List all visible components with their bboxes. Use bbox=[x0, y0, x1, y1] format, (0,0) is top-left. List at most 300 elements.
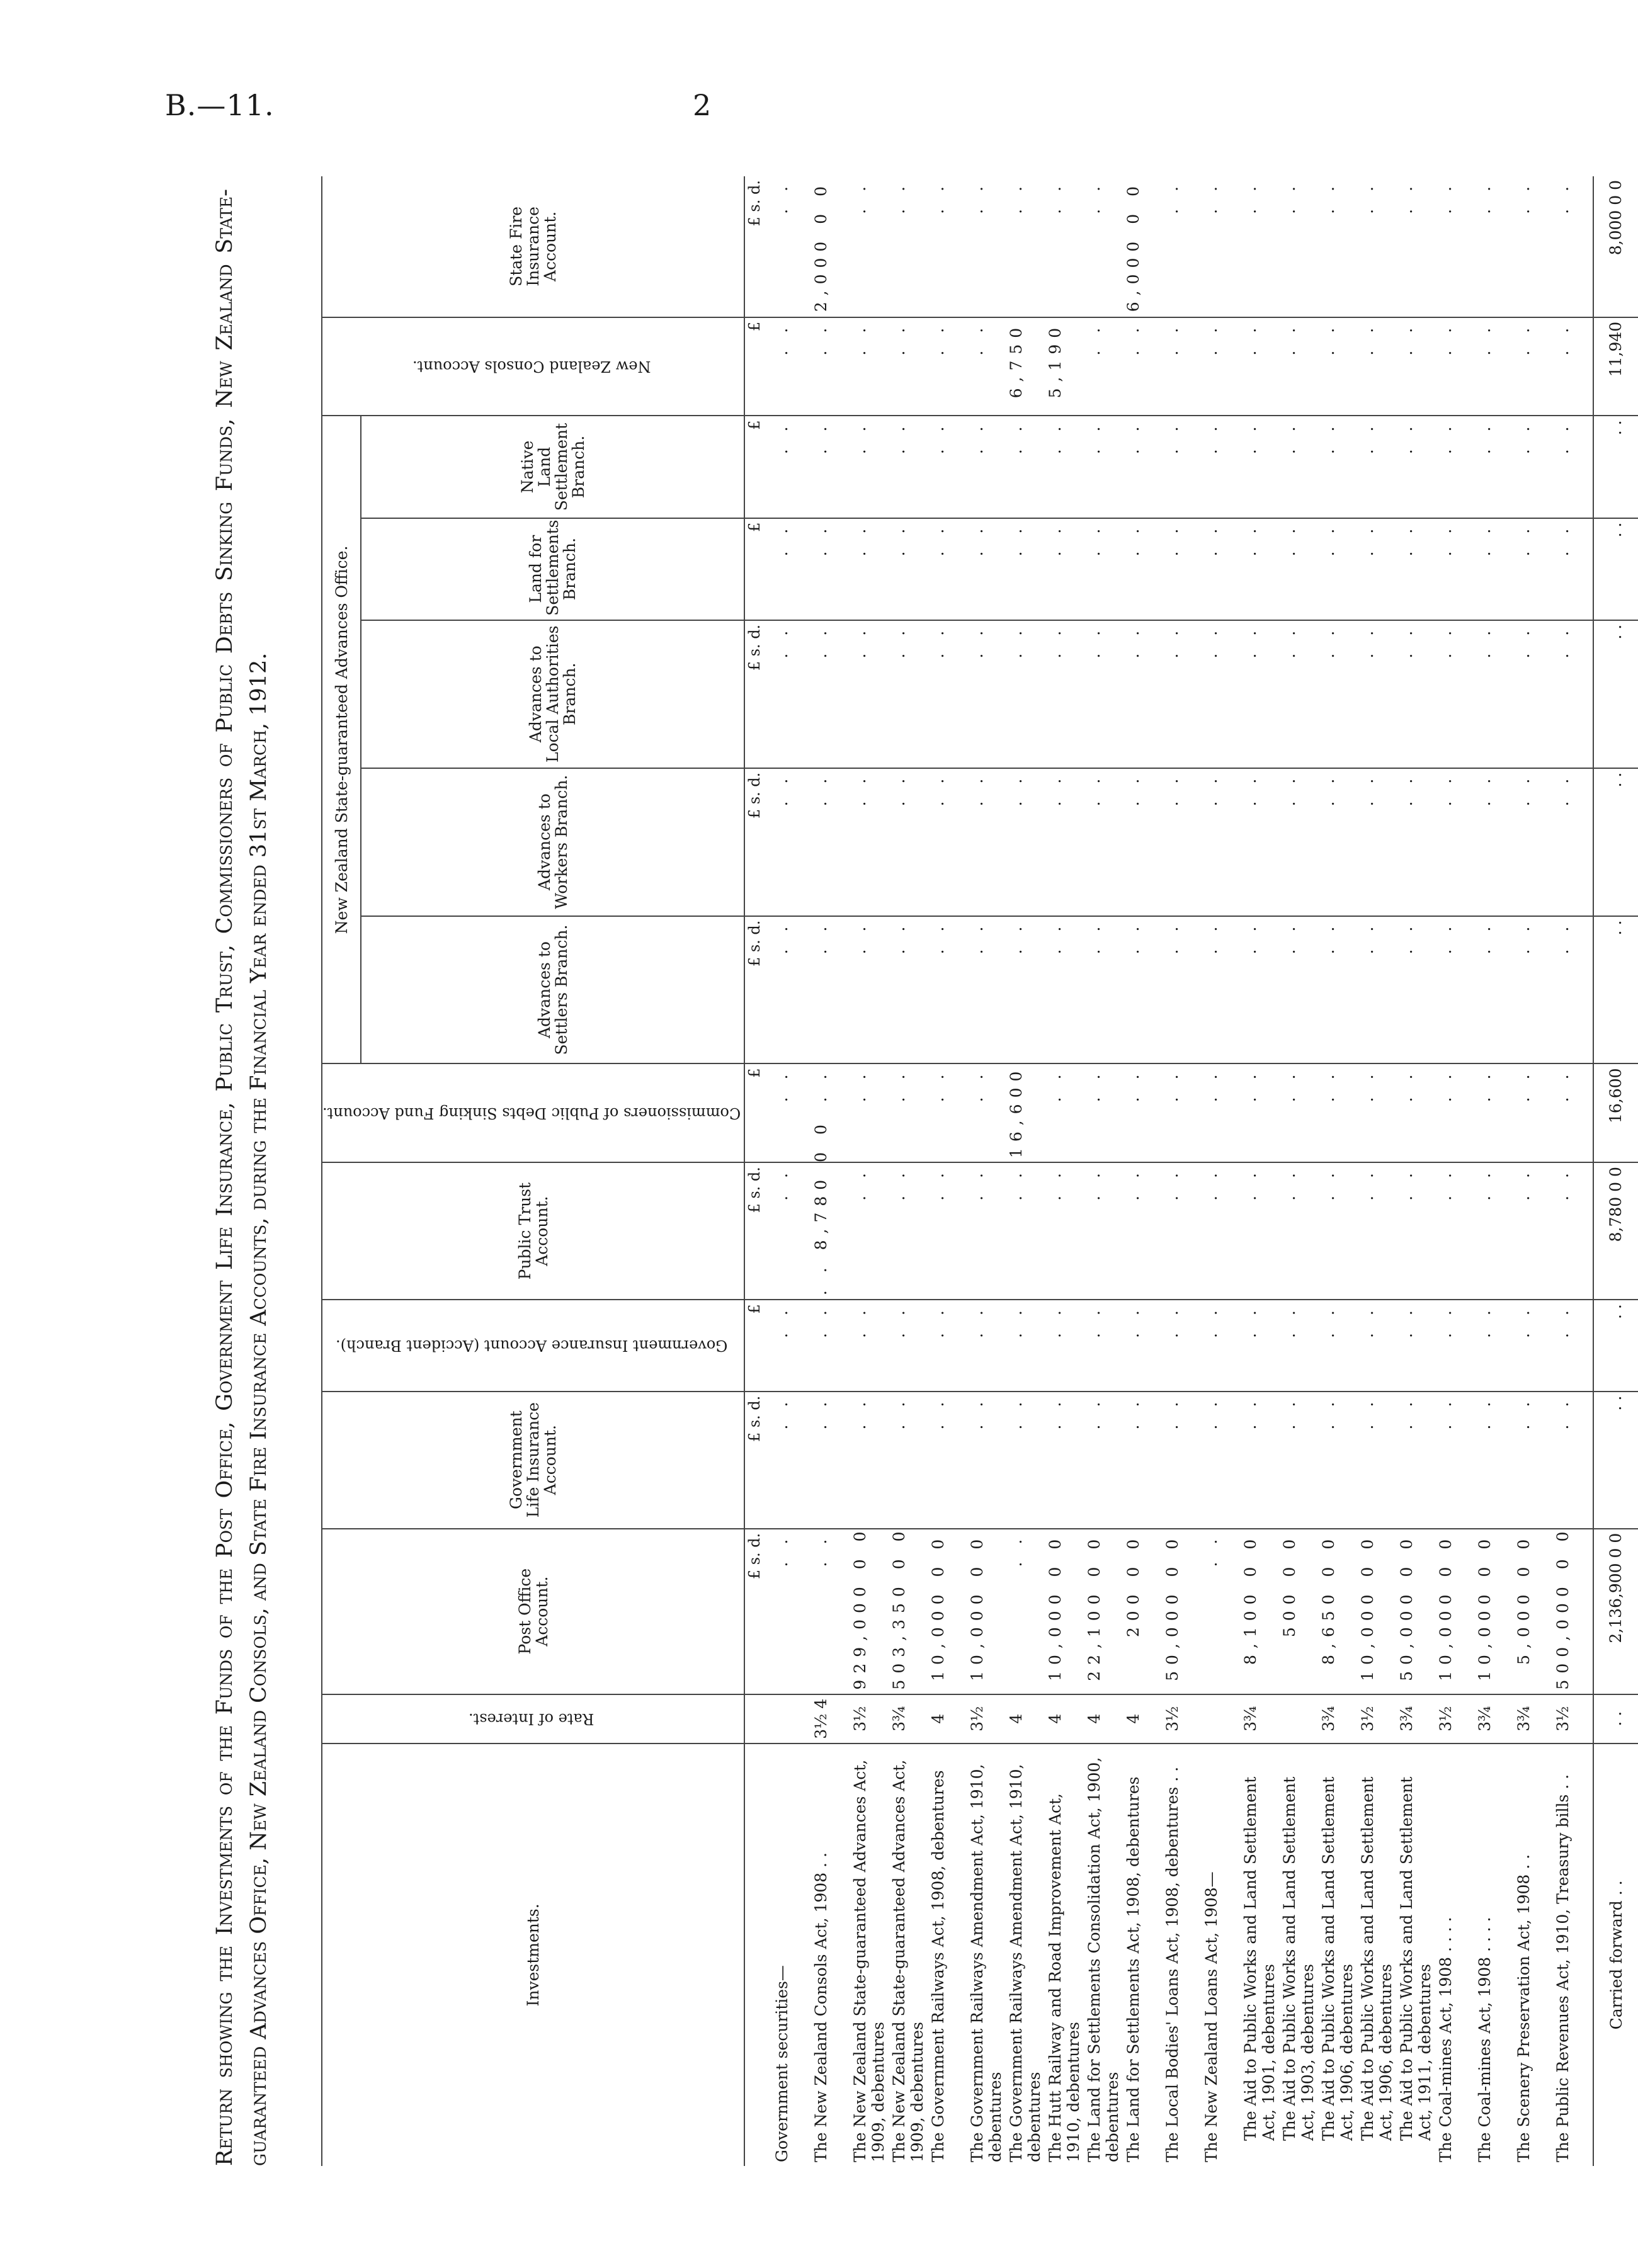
gov-accident-cell: . . bbox=[1319, 1300, 1358, 1391]
table-row bbox=[1476, 176, 1515, 2166]
investment-cell: The Land for Settlements Consolidation Act, 1900, debentures bbox=[1085, 1757, 1122, 2162]
settlers-cell: . . bbox=[1554, 916, 1593, 1064]
native-land-cell: . . bbox=[1358, 416, 1397, 518]
public-trust-cell: . . bbox=[890, 1162, 929, 1300]
investment-cell: The New Zealand Consols Act, 1908 . . bbox=[812, 1852, 831, 2162]
consols-cell: . . bbox=[851, 317, 890, 416]
native-land-cell: . . bbox=[1202, 416, 1241, 518]
workers-cell: . . bbox=[1007, 768, 1046, 916]
settlers-cell: . . bbox=[812, 916, 851, 1064]
table-caption bbox=[208, 189, 276, 2166]
local-auth-cell: . . bbox=[1554, 620, 1593, 768]
carried-gov-accident: . . bbox=[1593, 1300, 1638, 1391]
gov-life-cell: . . bbox=[1476, 1392, 1515, 1529]
state-fire-cell: . . bbox=[1280, 176, 1319, 317]
land-settlements-cell: . . bbox=[1319, 518, 1358, 620]
table-row bbox=[968, 176, 1007, 2166]
gov-accident-cell: . . bbox=[1280, 1300, 1319, 1391]
gov-accident-cell: . . bbox=[1202, 1300, 1241, 1391]
gov-life-cell: . . bbox=[968, 1392, 1007, 1529]
workers-cell: . . bbox=[968, 768, 1007, 916]
rate-cell: 3½ bbox=[851, 1694, 890, 1744]
table-row bbox=[1124, 176, 1163, 2166]
consols-cell: . . bbox=[929, 317, 968, 416]
page-number: 2 bbox=[693, 88, 712, 122]
consols-cell: . . bbox=[1554, 317, 1593, 416]
native-land-cell: . . bbox=[812, 416, 851, 518]
investment-cell: The New Zealand Loans Act, 1908— bbox=[1202, 1871, 1221, 2162]
gov-accident-cell: . . bbox=[968, 1300, 1007, 1391]
local-auth-cell: . . bbox=[1163, 620, 1202, 768]
settlers-cell: . . bbox=[851, 916, 890, 1064]
post-office-cell: 10,000 0 0 bbox=[968, 1529, 1007, 1694]
state-fire-cell: . . bbox=[1554, 176, 1593, 317]
post-office-cell: 500,000 0 0 bbox=[1554, 1529, 1593, 1694]
commissioners-cell: . . bbox=[1436, 1063, 1476, 1162]
investment-cell: The Land for Settlements Act, 1908, debentures bbox=[1124, 1776, 1143, 2162]
rate-cell: 3¾ bbox=[1319, 1694, 1358, 1744]
post-office-cell: . . bbox=[1202, 1529, 1241, 1694]
unit-lsd: £ s. d. bbox=[744, 1392, 773, 1529]
settlers-cell: . . bbox=[1436, 916, 1476, 1064]
settlers-cell: . . bbox=[1241, 916, 1280, 1064]
settlers-cell: . . bbox=[1397, 916, 1436, 1064]
state-fire-cell: . . bbox=[1046, 176, 1085, 317]
consols-cell: . . bbox=[1280, 317, 1319, 416]
land-settlements-cell: . . bbox=[1241, 518, 1280, 620]
table-row bbox=[1436, 176, 1476, 2166]
commissioners-cell: . . bbox=[1124, 1063, 1163, 1162]
commissioners-cell: . . bbox=[1554, 1063, 1593, 1162]
investment-cell: The New Zealand State-guaranteed Advances Act, 1909, debentures bbox=[851, 1759, 888, 2162]
workers-cell: . . bbox=[1397, 768, 1436, 916]
local-auth-cell: . . bbox=[1046, 620, 1085, 768]
col-post-office: Post Office Account. bbox=[322, 1529, 744, 1694]
investment-cell: The Aid to Public Works and Land Settlement Act, 1903, debentures bbox=[1280, 1776, 1317, 2141]
carried-state-fire: 8,000 0 0 bbox=[1593, 176, 1638, 317]
public-trust-cell: . . bbox=[1007, 1162, 1046, 1300]
workers-cell: . . bbox=[1085, 768, 1124, 916]
consols-cell: . . bbox=[1241, 317, 1280, 416]
commissioners-cell: . . bbox=[1515, 1063, 1554, 1162]
carried-forward-label: Carried forward . . bbox=[1593, 1744, 1638, 2166]
land-settlements-cell: . . bbox=[890, 518, 929, 620]
unit-pound: £ bbox=[744, 518, 773, 620]
commissioners-cell: . . bbox=[1358, 1063, 1397, 1162]
local-auth-cell: . . bbox=[1202, 620, 1241, 768]
carried-forward-rate: . . bbox=[1593, 1694, 1638, 1744]
public-trust-cell: . . bbox=[1515, 1162, 1554, 1300]
gov-life-cell: . . bbox=[1515, 1392, 1554, 1529]
col-local-auth: Advances to Local Authorities Branch. bbox=[361, 620, 744, 768]
native-land-cell: . . bbox=[1515, 416, 1554, 518]
col-state-fire: State Fire Insurance Account. bbox=[322, 176, 744, 317]
carried-land-settlements: . . bbox=[1593, 518, 1638, 620]
gov-life-cell: . . bbox=[1046, 1392, 1085, 1529]
settlers-cell: . . bbox=[890, 916, 929, 1064]
workers-cell: . . bbox=[890, 768, 929, 916]
investment-cell: The Government Railways Amendment Act, 1910, debentures bbox=[1007, 1764, 1044, 2162]
carried-commissioners: 16,600 bbox=[1593, 1063, 1638, 1162]
workers-cell: . . bbox=[1280, 768, 1319, 916]
commissioners-cell: . . bbox=[1476, 1063, 1515, 1162]
units-row bbox=[744, 176, 773, 2166]
settlers-cell: . . bbox=[773, 916, 812, 1064]
rate-cell: 3¾ bbox=[1397, 1694, 1436, 1744]
investment-cell: The Aid to Public Works and Land Settlement Act, 1906, debentures bbox=[1319, 1776, 1356, 2141]
unit-pound: £ bbox=[744, 1063, 773, 1162]
state-fire-cell: 2,000 0 0 bbox=[812, 176, 851, 317]
native-land-cell: . . bbox=[968, 416, 1007, 518]
gov-life-cell: . . bbox=[1124, 1392, 1163, 1529]
col-rate: Rate of Interest. bbox=[322, 1694, 744, 1744]
commissioners-cell: . . bbox=[1280, 1063, 1319, 1162]
public-trust-cell: . . bbox=[968, 1162, 1007, 1300]
gov-accident-cell: . . bbox=[773, 1300, 812, 1391]
gov-accident-cell: . . bbox=[1046, 1300, 1085, 1391]
workers-cell: . . bbox=[1476, 768, 1515, 916]
settlers-cell: . . bbox=[929, 916, 968, 1064]
settlers-cell: . . bbox=[1163, 916, 1202, 1064]
post-office-cell: 10,000 0 0 bbox=[1358, 1529, 1397, 1694]
rate-cell bbox=[1202, 1694, 1241, 1744]
investment-cell: The Aid to Public Works and Land Settlement Act, 1911, debentures bbox=[1397, 1776, 1435, 2141]
col-consols: New Zealand Consols Account. bbox=[322, 317, 744, 416]
gov-accident-cell: . . bbox=[851, 1300, 890, 1391]
rate-cell: 4 bbox=[1124, 1694, 1163, 1744]
local-auth-cell: . . bbox=[1358, 620, 1397, 768]
table-row bbox=[1202, 176, 1241, 2166]
col-public-trust: Public Trust Account. bbox=[322, 1162, 744, 1300]
rotated-return-table bbox=[208, 151, 1625, 2166]
gov-accident-cell: . . bbox=[1124, 1300, 1163, 1391]
gov-life-cell: . . bbox=[851, 1392, 890, 1529]
land-settlements-cell: . . bbox=[1280, 518, 1319, 620]
commissioners-cell: . . bbox=[929, 1063, 968, 1162]
table-row bbox=[890, 176, 929, 2166]
consols-cell: . . bbox=[1515, 317, 1554, 416]
public-trust-cell: . . bbox=[1241, 1162, 1280, 1300]
gov-accident-cell: . . bbox=[1436, 1300, 1476, 1391]
gov-life-cell: . . bbox=[890, 1392, 929, 1529]
state-fire-cell: . . bbox=[773, 176, 812, 317]
settlers-cell: . . bbox=[1319, 916, 1358, 1064]
state-fire-cell: . . bbox=[1163, 176, 1202, 317]
land-settlements-cell: . . bbox=[812, 518, 851, 620]
native-land-cell: . . bbox=[851, 416, 890, 518]
rate-cell: 3¾ bbox=[890, 1694, 929, 1744]
gov-life-cell: . . bbox=[1007, 1392, 1046, 1529]
settlers-cell: . . bbox=[1280, 916, 1319, 1064]
post-office-cell: 10,000 0 0 bbox=[1476, 1529, 1515, 1694]
gov-accident-cell: . . bbox=[812, 1300, 851, 1391]
local-auth-cell: . . bbox=[812, 620, 851, 768]
native-land-cell: . . bbox=[890, 416, 929, 518]
local-auth-cell: . . bbox=[1515, 620, 1554, 768]
gov-life-cell: . . bbox=[1163, 1392, 1202, 1529]
unit-lsd: £ s. d. bbox=[744, 1162, 773, 1300]
workers-cell: . . bbox=[1515, 768, 1554, 916]
workers-cell: . . bbox=[1241, 768, 1280, 916]
rate-cell: 4 bbox=[1007, 1694, 1046, 1744]
gov-life-cell: . . bbox=[1554, 1392, 1593, 1529]
unit-pound: £ bbox=[744, 1300, 773, 1391]
table-row bbox=[1241, 176, 1280, 2166]
state-fire-cell: . . bbox=[1476, 176, 1515, 317]
native-land-cell: . . bbox=[1046, 416, 1085, 518]
unit-lsd: £ s. d. bbox=[744, 916, 773, 1064]
rate-cell: 3½ bbox=[968, 1694, 1007, 1744]
land-settlements-cell: . . bbox=[1397, 518, 1436, 620]
land-settlements-cell: . . bbox=[1163, 518, 1202, 620]
gov-accident-cell: . . bbox=[1397, 1300, 1436, 1391]
land-settlements-cell: . . bbox=[1476, 518, 1515, 620]
gov-accident-cell: . . bbox=[1163, 1300, 1202, 1391]
commissioners-cell: . . bbox=[890, 1063, 929, 1162]
public-trust-cell: . . bbox=[1358, 1162, 1397, 1300]
gov-life-cell: . . bbox=[812, 1392, 851, 1529]
rate-cell: 4 bbox=[929, 1694, 968, 1744]
public-trust-cell: . . bbox=[1319, 1162, 1358, 1300]
public-trust-cell: . . bbox=[1476, 1162, 1515, 1300]
investment-cell: The New Zealand State-guaranteed Advances Act, 1909, debentures bbox=[890, 1759, 927, 2162]
local-auth-cell: . . bbox=[1085, 620, 1124, 768]
post-office-cell: . . bbox=[1007, 1529, 1046, 1694]
workers-cell: . . bbox=[929, 768, 968, 916]
unit-lsd: £ s. d. bbox=[744, 1529, 773, 1694]
settlers-cell: . . bbox=[1007, 916, 1046, 1064]
gov-accident-cell: . . bbox=[1476, 1300, 1515, 1391]
gov-life-cell: . . bbox=[773, 1392, 812, 1529]
commissioners-cell: . . bbox=[812, 1063, 851, 1162]
local-auth-cell: . . bbox=[1319, 620, 1358, 768]
carried-workers: . . bbox=[1593, 768, 1638, 916]
units-cell-rate bbox=[744, 1694, 773, 1744]
workers-cell: . . bbox=[1436, 768, 1476, 916]
local-auth-cell: . . bbox=[1436, 620, 1476, 768]
state-fire-cell: . . bbox=[851, 176, 890, 317]
public-trust-cell: . . bbox=[1397, 1162, 1436, 1300]
unit-lsd: £ s. d. bbox=[744, 620, 773, 768]
post-office-cell: 5,000 0 0 bbox=[1515, 1529, 1554, 1694]
consols-cell: . . bbox=[1124, 317, 1163, 416]
rate-cell: 3¾ bbox=[1515, 1694, 1554, 1744]
public-trust-cell: . . bbox=[1436, 1162, 1476, 1300]
state-fire-cell: . . bbox=[1319, 176, 1358, 317]
consols-cell: . . bbox=[1436, 317, 1476, 416]
rate-cell: 4 bbox=[1085, 1694, 1124, 1744]
gov-life-cell: . . bbox=[1436, 1392, 1476, 1529]
table-row bbox=[812, 176, 851, 2166]
post-office-cell: 22,100 0 0 bbox=[1085, 1529, 1124, 1694]
land-settlements-cell: . . bbox=[1358, 518, 1397, 620]
state-fire-cell: . . bbox=[1358, 176, 1397, 317]
workers-cell: . . bbox=[1358, 768, 1397, 916]
table-row bbox=[1046, 176, 1085, 2166]
native-land-cell: . . bbox=[1085, 416, 1124, 518]
public-trust-cell: . . bbox=[1124, 1162, 1163, 1300]
post-office-cell: 503,350 0 0 bbox=[890, 1529, 929, 1694]
state-fire-cell: . . bbox=[968, 176, 1007, 317]
post-office-cell: 50,000 0 0 bbox=[1163, 1529, 1202, 1694]
workers-cell: . . bbox=[1124, 768, 1163, 916]
gov-accident-cell: . . bbox=[1007, 1300, 1046, 1391]
investment-cell: The Coal-mines Act, 1908 . . . . bbox=[1436, 1917, 1455, 2162]
consols-cell: . . bbox=[1319, 317, 1358, 416]
consols-cell: . . bbox=[968, 317, 1007, 416]
rate-cell: 4 bbox=[1046, 1694, 1085, 1744]
rate-cell: 3½ bbox=[1436, 1694, 1476, 1744]
gov-life-cell: . . bbox=[1085, 1392, 1124, 1529]
gov-life-cell: . . bbox=[1280, 1392, 1319, 1529]
public-trust-cell: . . bbox=[851, 1162, 890, 1300]
table-row bbox=[1358, 176, 1397, 2166]
col-commissioners: Commissioners of Public Debts Sinking Fund Account. bbox=[322, 1063, 744, 1162]
investment-cell: The Hutt Railway and Road Improvement Act, 1910, debentures bbox=[1046, 1793, 1083, 2162]
commissioners-cell: . . bbox=[773, 1063, 812, 1162]
rate-cell: 3½ bbox=[1163, 1694, 1202, 1744]
consols-cell: . . bbox=[1476, 317, 1515, 416]
native-land-cell: . . bbox=[1397, 416, 1436, 518]
commissioners-cell: . . bbox=[1202, 1063, 1241, 1162]
commissioners-cell: . . bbox=[1163, 1063, 1202, 1162]
rate-cell: 3½ 4 bbox=[812, 1694, 851, 1744]
land-settlements-cell: . . bbox=[1436, 518, 1476, 620]
gov-life-cell: . . bbox=[929, 1392, 968, 1529]
local-auth-cell: . . bbox=[1476, 620, 1515, 768]
carried-forward-row bbox=[1593, 176, 1638, 2166]
gov-accident-cell: . . bbox=[890, 1300, 929, 1391]
public-trust-cell: . . bbox=[929, 1162, 968, 1300]
state-fire-cell: . . bbox=[1515, 176, 1554, 317]
state-fire-cell: . . bbox=[890, 176, 929, 317]
gov-life-cell: . . bbox=[1202, 1392, 1241, 1529]
unit-lsd: £ s. d. bbox=[744, 768, 773, 916]
rate-cell: 3¾ bbox=[1476, 1694, 1515, 1744]
post-office-cell: 8,650 0 0 bbox=[1319, 1529, 1358, 1694]
investment-cell: The Aid to Public Works and Land Settlement Act, 1901, debentures bbox=[1241, 1776, 1278, 2141]
commissioners-cell: . . bbox=[968, 1063, 1007, 1162]
consols-cell: . . bbox=[773, 317, 812, 416]
post-office-cell: . . bbox=[812, 1529, 851, 1694]
carried-gov-life: . . bbox=[1593, 1392, 1638, 1529]
table-row bbox=[1163, 176, 1202, 2166]
land-settlements-cell: . . bbox=[1085, 518, 1124, 620]
investment-cell: The Coal-mines Act, 1908 . . . . bbox=[1476, 1917, 1494, 2162]
rate-cell: 3½ bbox=[1554, 1694, 1593, 1744]
workers-cell: . . bbox=[1319, 768, 1358, 916]
workers-cell: . . bbox=[1163, 768, 1202, 916]
gov-life-cell: . . bbox=[1397, 1392, 1436, 1529]
local-auth-cell: . . bbox=[773, 620, 812, 768]
settlers-cell: . . bbox=[1515, 916, 1554, 1064]
consols-cell: . . bbox=[1085, 317, 1124, 416]
gov-accident-cell: . . bbox=[1515, 1300, 1554, 1391]
col-investments: Investments. bbox=[322, 1744, 744, 2166]
table-body bbox=[744, 176, 1638, 2166]
state-fire-cell: . . bbox=[1007, 176, 1046, 317]
units-cell-blank bbox=[744, 1744, 773, 2166]
investment-cell: The Aid to Public Works and Land Settlement Act, 1906, debentures bbox=[1358, 1776, 1396, 2141]
gov-life-cell: . . bbox=[1358, 1392, 1397, 1529]
investment-cell: Government securities— bbox=[773, 1965, 792, 2162]
carried-native-land: . . bbox=[1593, 416, 1638, 518]
commissioners-cell: . . bbox=[1046, 1063, 1085, 1162]
post-office-cell: 10,000 0 0 bbox=[1436, 1529, 1476, 1694]
gov-life-cell: . . bbox=[1241, 1392, 1280, 1529]
native-land-cell: . . bbox=[1241, 416, 1280, 518]
post-office-cell: 500 0 0 bbox=[1280, 1529, 1319, 1694]
workers-cell: . . bbox=[851, 768, 890, 916]
land-settlements-cell: . . bbox=[851, 518, 890, 620]
table-row bbox=[1554, 176, 1593, 2166]
col-land-settlements: Land for Settlements Branch. bbox=[361, 518, 744, 620]
table-row bbox=[1007, 176, 1046, 2166]
workers-cell: . . bbox=[1046, 768, 1085, 916]
consols-cell: 5,190 bbox=[1046, 317, 1085, 416]
commissioners-cell: . . bbox=[1241, 1063, 1280, 1162]
table-row bbox=[1515, 176, 1554, 2166]
commissioners-cell: . . bbox=[1319, 1063, 1358, 1162]
public-trust-cell: . . bbox=[1085, 1162, 1124, 1300]
commissioners-cell: 16,600 bbox=[1007, 1063, 1046, 1162]
land-settlements-cell: . . bbox=[1007, 518, 1046, 620]
table-row bbox=[773, 176, 812, 2166]
col-gov-life: Government Life Insurance Account. bbox=[322, 1392, 744, 1529]
table-row bbox=[851, 176, 890, 2166]
native-land-cell: . . bbox=[1163, 416, 1202, 518]
local-auth-cell: . . bbox=[1007, 620, 1046, 768]
land-settlements-cell: . . bbox=[1046, 518, 1085, 620]
public-trust-cell: . . bbox=[1554, 1162, 1593, 1300]
consols-cell: 6,750 bbox=[1007, 317, 1046, 416]
local-auth-cell: . . bbox=[1397, 620, 1436, 768]
native-land-cell: . . bbox=[929, 416, 968, 518]
post-office-cell: 10,000 0 0 bbox=[1046, 1529, 1085, 1694]
settlers-cell: . . bbox=[1046, 916, 1085, 1064]
post-office-cell: 929,000 0 0 bbox=[851, 1529, 890, 1694]
native-land-cell: . . bbox=[1436, 416, 1476, 518]
state-fire-cell: . . bbox=[1085, 176, 1124, 317]
state-fire-cell: . . bbox=[1397, 176, 1436, 317]
local-auth-cell: . . bbox=[1124, 620, 1163, 768]
consols-cell: . . bbox=[812, 317, 851, 416]
investment-cell: The Scenery Preservation Act, 1908 . . bbox=[1515, 1854, 1533, 2162]
public-trust-cell: . . 8,780 0 0 bbox=[812, 1162, 851, 1300]
land-settlements-cell: . . bbox=[1124, 518, 1163, 620]
public-trust-cell: . . bbox=[773, 1162, 812, 1300]
native-land-cell: . . bbox=[1280, 416, 1319, 518]
commissioners-cell: . . bbox=[1085, 1063, 1124, 1162]
land-settlements-cell: . . bbox=[1515, 518, 1554, 620]
gov-accident-cell: . . bbox=[1241, 1300, 1280, 1391]
table-row bbox=[1319, 176, 1358, 2166]
rate-cell bbox=[773, 1694, 812, 1744]
consols-cell: . . bbox=[1163, 317, 1202, 416]
local-auth-cell: . . bbox=[1241, 620, 1280, 768]
native-land-cell: . . bbox=[1554, 416, 1593, 518]
native-land-cell: . . bbox=[1319, 416, 1358, 518]
public-trust-cell: . . bbox=[1046, 1162, 1085, 1300]
carried-settlers: . . bbox=[1593, 916, 1638, 1064]
local-auth-cell: . . bbox=[851, 620, 890, 768]
native-land-cell: . . bbox=[1124, 416, 1163, 518]
col-group-sga: New Zealand State-guaranteed Advances Office. bbox=[322, 416, 361, 1063]
carried-public-trust: 8,780 0 0 bbox=[1593, 1162, 1638, 1300]
commissioners-cell: . . bbox=[851, 1063, 890, 1162]
rate-cell: 3½ bbox=[1358, 1694, 1397, 1744]
gov-accident-cell: . . bbox=[1085, 1300, 1124, 1391]
